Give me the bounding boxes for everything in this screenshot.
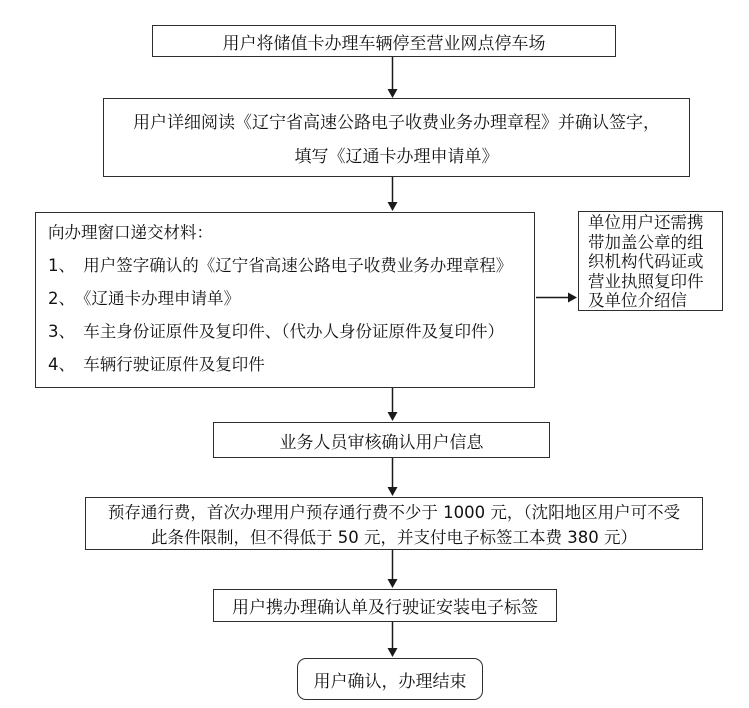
node-install-obu [213, 589, 557, 622]
node-park-vehicle [152, 25, 616, 57]
submit-materials-title: 向办理窗口递交材料： [48, 223, 213, 242]
node-finish-terminator-label: 用户确认，办理结束 [313, 671, 467, 692]
node-staff-verify-label: 业务人员审核确认用户信息 [279, 432, 484, 453]
node-submit-materials [35, 212, 535, 388]
node-prepay-toll [85, 497, 703, 550]
node-prepay-toll-line1: 预存通行费，首次办理用户预存通行费不少于 1000 元，（沈阳地区用户可不受 [107, 503, 681, 522]
node-read-sign-line2: 填写《辽通卡办理申请单》 [294, 147, 499, 167]
node-install-obu-label: 用户携办理确认单及行驶证安装电子标签 [232, 598, 538, 618]
node-staff-verify [213, 422, 550, 458]
arrow-install-to-finish-icon [388, 622, 398, 657]
arrow-park-to-read-icon [388, 57, 398, 98]
arrow-submit-to-sidenote-icon [536, 293, 577, 303]
arrow-read-to-submit-icon [388, 177, 398, 211]
node-read-sign-agreement [103, 98, 690, 177]
node-read-sign-line1: 用户详细阅读《辽宁省高速公路电子收费业务办理章程》并确认签字， [133, 113, 660, 133]
submit-materials-item-1: 1、 用户签字确认的《辽宁省高速公路电子收费业务办理章程》 [48, 256, 513, 275]
arrow-submit-to-verify-icon [388, 388, 398, 421]
submit-materials-item-2: 2、 《辽通卡办理申请单》 [48, 289, 240, 308]
arrow-verify-to-prepay-icon [388, 458, 398, 496]
submit-materials-item-4: 4、 车辆行驶证原件及复印件 [48, 355, 265, 374]
node-finish-terminator [297, 658, 483, 700]
node-prepay-toll-line2: 此条件限制，但不得低于 50 元，并支付电子标签工本费 380 元） [151, 528, 637, 547]
arrow-prepay-to-install-icon [388, 550, 398, 588]
node-company-user-note-label: 单位用户还需携带加盖公章的组织机构代码证或营业执照复印件及单位介绍信 [588, 213, 704, 310]
node-company-user-note [578, 211, 723, 311]
submit-materials-item-3: 3、 车主身份证原件及复印件、（代办人身份证原件及复印件） [48, 322, 504, 341]
node-park-vehicle-label: 用户将储值卡办理车辆停至营业网点停车场 [222, 33, 546, 54]
